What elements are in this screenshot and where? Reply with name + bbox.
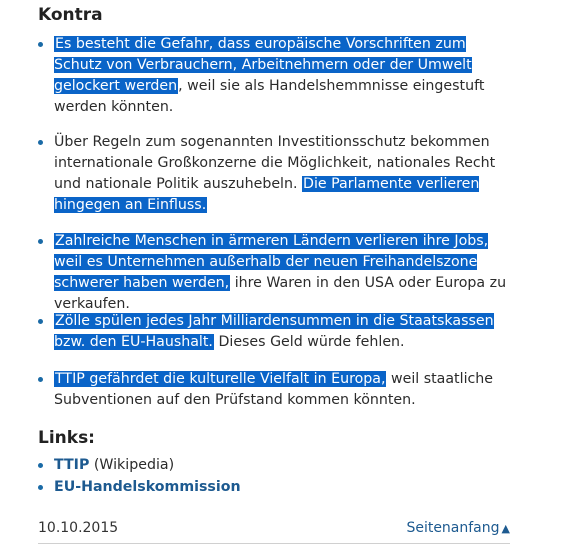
bullet-icon: [38, 239, 43, 244]
bullet-icon: [38, 140, 43, 145]
list-item: [38, 132, 510, 216]
list-item: [38, 231, 510, 315]
highlighted-text: Es besteht die Gefahr, dass europäische Vorschriften zum Schutz von Verbrauchern, Arbeitnehmern oder der Umwelt gelockert werden: [54, 36, 472, 94]
highlighted-text: TTIP gefährdet die kulturelle Vielfalt in Europa,: [55, 371, 386, 387]
links-list: [38, 454, 241, 498]
bullet-icon: [38, 463, 43, 468]
article-footer: [38, 516, 510, 540]
item-text: Dieses Geld würde fehlen.: [213, 334, 405, 350]
bullet-icon: [38, 319, 43, 324]
section-heading-links: Links:: [38, 428, 95, 448]
footer-divider: [38, 543, 510, 544]
bullet-icon: [38, 377, 43, 382]
triangle-up-icon: ▲: [501, 522, 510, 535]
list-item: [38, 454, 241, 476]
back-to-top-label: Seitenanfang: [406, 520, 500, 536]
list-item: [38, 311, 510, 353]
list-item: [38, 476, 241, 498]
ttip-link[interactable]: TTIP: [54, 457, 90, 473]
bullet-icon: [38, 485, 43, 490]
publish-date: 10.10.2015: [38, 520, 119, 536]
list-item: [38, 369, 510, 411]
item-text: ihre Waren in den USA oder Europa zu verkaufen.: [54, 275, 507, 312]
list-item: [38, 34, 510, 118]
highlighted-text: Zahlreiche Menschen in ärmeren Ländern verlieren ihre Jobs, weil es Unternehmen außerhalb der neuen Freihandelszone schwerer haben werden,: [54, 233, 489, 291]
item-text: weil staatliche Subventionen auf den Prüfstand kommen könnten.: [54, 371, 494, 408]
back-to-top-link[interactable]: [406, 516, 510, 541]
highlighted-text: Zölle spülen jedes Jahr Milliardensummen in die Staatskassen bzw. den EU-Haushalt.: [54, 313, 494, 350]
bullet-icon: [38, 42, 43, 47]
item-text: Über Regeln zum sogenannten Investitionsschutz bekommen internationale Großkonzerne die Möglichkeit, nationales Recht und nationale Politik auszuhebeln.: [54, 134, 496, 192]
link-note: (Wikipedia): [89, 457, 175, 473]
section-heading-kontra: Kontra: [38, 5, 103, 25]
eu-handelskommission-link[interactable]: EU-Handelskommission: [54, 479, 241, 495]
highlighted-text: Die Parlamente verlieren hingegen an Einfluss.: [54, 176, 480, 213]
item-text: , weil sie als Handelshemmnisse eingestuft werden könnten.: [54, 78, 485, 115]
